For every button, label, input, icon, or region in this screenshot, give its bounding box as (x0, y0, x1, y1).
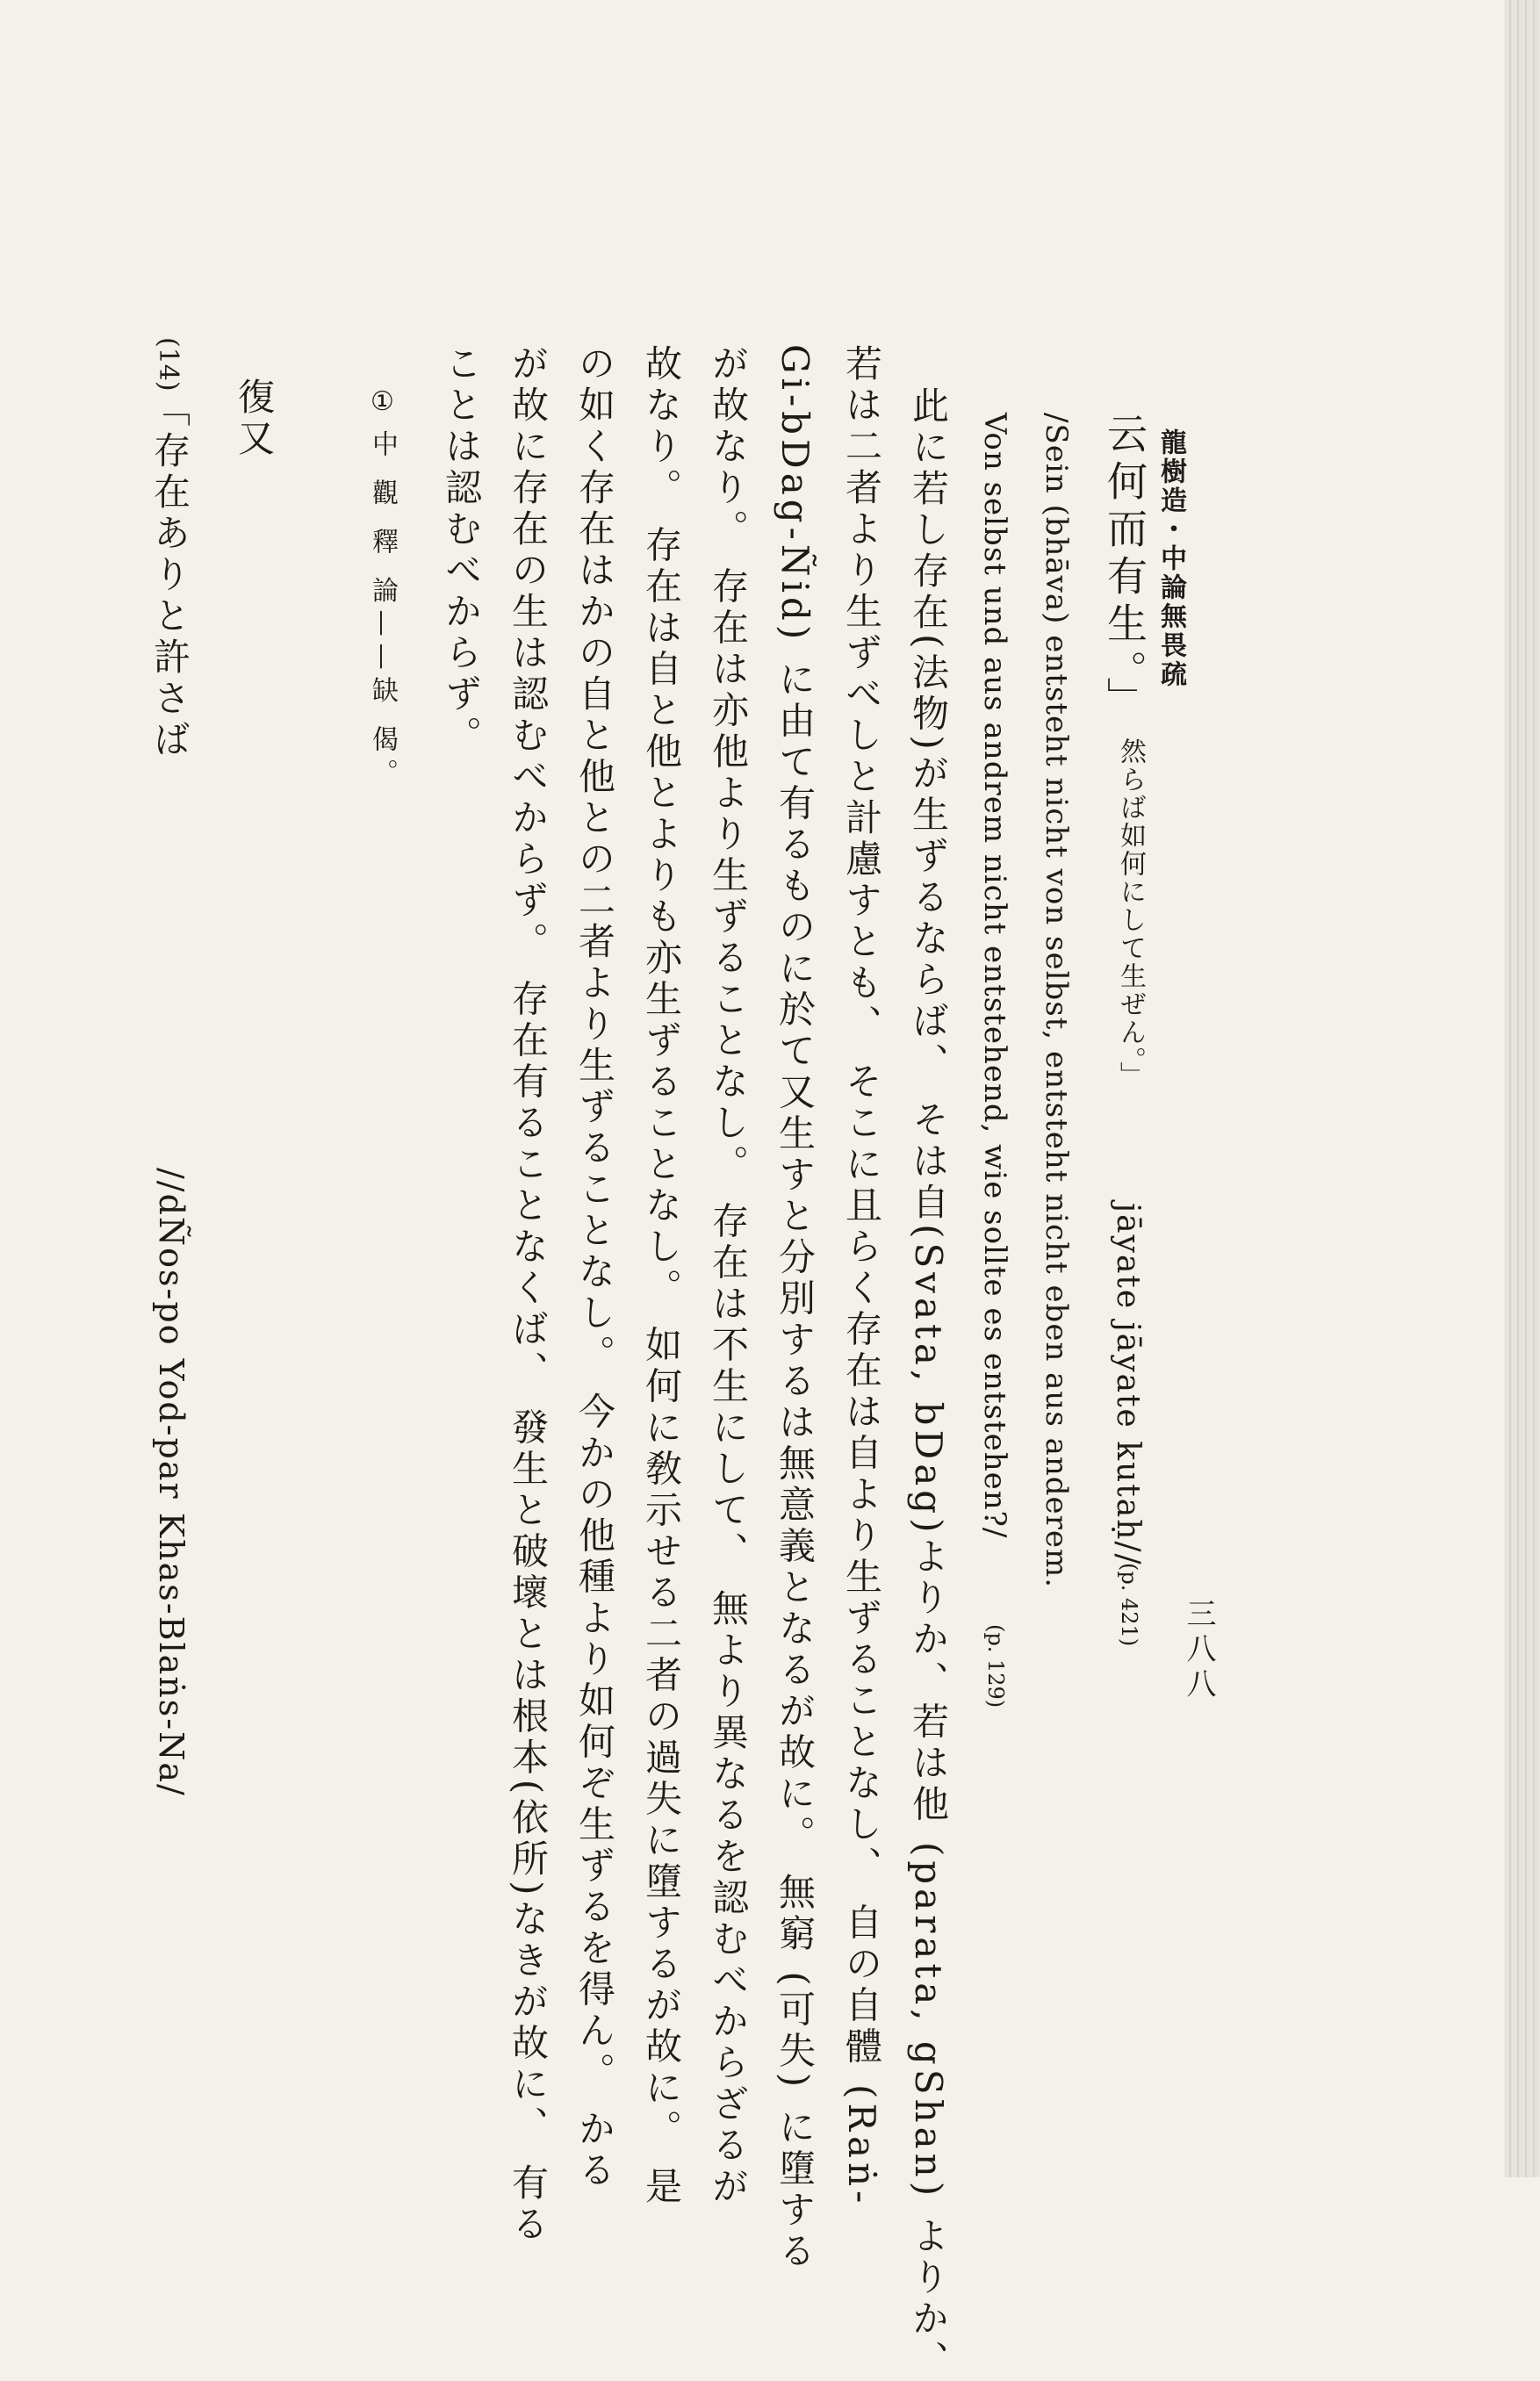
body-line: が故に存在の生は認むべからず。 存在有ることなくば、 發生と破壞とは根本(依所)なきが故に、 有る (507, 344, 550, 2246)
body-line: Gi-bDag-Ñid) に由て有るものに於て又生すと分別するは無意義となるが故に。 無窮 (可失) に墮する (774, 344, 817, 2273)
verse-number-marker: (14) (153, 337, 184, 392)
page-binding-edge (1505, 0, 1540, 2177)
sanskrit-verse: jāyate jāyate kutaḥ// (1110, 1203, 1146, 1566)
closing-text: 復又 (233, 378, 276, 460)
verse-gloss: 然らば如何にして生ぜん。」 (1115, 737, 1146, 1090)
body-line: が故なり。 存在は亦他より生ずることなし。 存在は不生にして、 無より異なるを認むべからざるが (707, 344, 750, 2209)
german-translation-line-1: /Sein (bhāva) entsteht nicht von selbst, entsteht nicht eben aus anderem. (1039, 413, 1074, 1589)
next-verse-text: 「存在ありと許さば (148, 390, 191, 761)
tibetan-verse: //dÑos-po Yod-par Khas-Blaṅs-Na/ (152, 1168, 191, 1797)
body-line: 若は二者より生ずべしと計慮すとも、 そこに且らく存在は自より生ずることなし、 自の自體 (Raṅ- (840, 344, 883, 2208)
body-line: の如く存在はかの自と他との二者より生ずることなし。 今かの他種より如何ぞ生ずるを得ん。 かる (573, 344, 616, 2192)
body-line: 此に若し存在(法物)が生ずるならば、 そは自(Svata, bDag)よりか、若は他 (parata, gShan) よりか、 (907, 386, 950, 2381)
footnote-text: 中 觀 釋 論——缺 偈。 (367, 430, 398, 793)
footnote-mark: ① (367, 386, 398, 417)
sanskrit-page-ref: (p. 421) (1117, 1563, 1141, 1647)
german-translation-line-2: Von selbst und aus andrem nicht entstehend, wie sollte es entstehen?/ (977, 413, 1012, 1539)
running-header-title: 龍樹造・中論無畏疏 (1155, 428, 1186, 689)
body-line: 故なり。 存在は自と他とよりも亦生ずることなし。 如何に敎示せる二者の過失に墮するが故に。 是 (640, 344, 683, 2209)
german-page-ref: (p. 129) (983, 1624, 1008, 1708)
body-line: ことは認むべからず。 (440, 344, 483, 757)
verse-text: 云何而有生。」 (1101, 413, 1148, 724)
page-number: 三八八 (1181, 1598, 1216, 1703)
